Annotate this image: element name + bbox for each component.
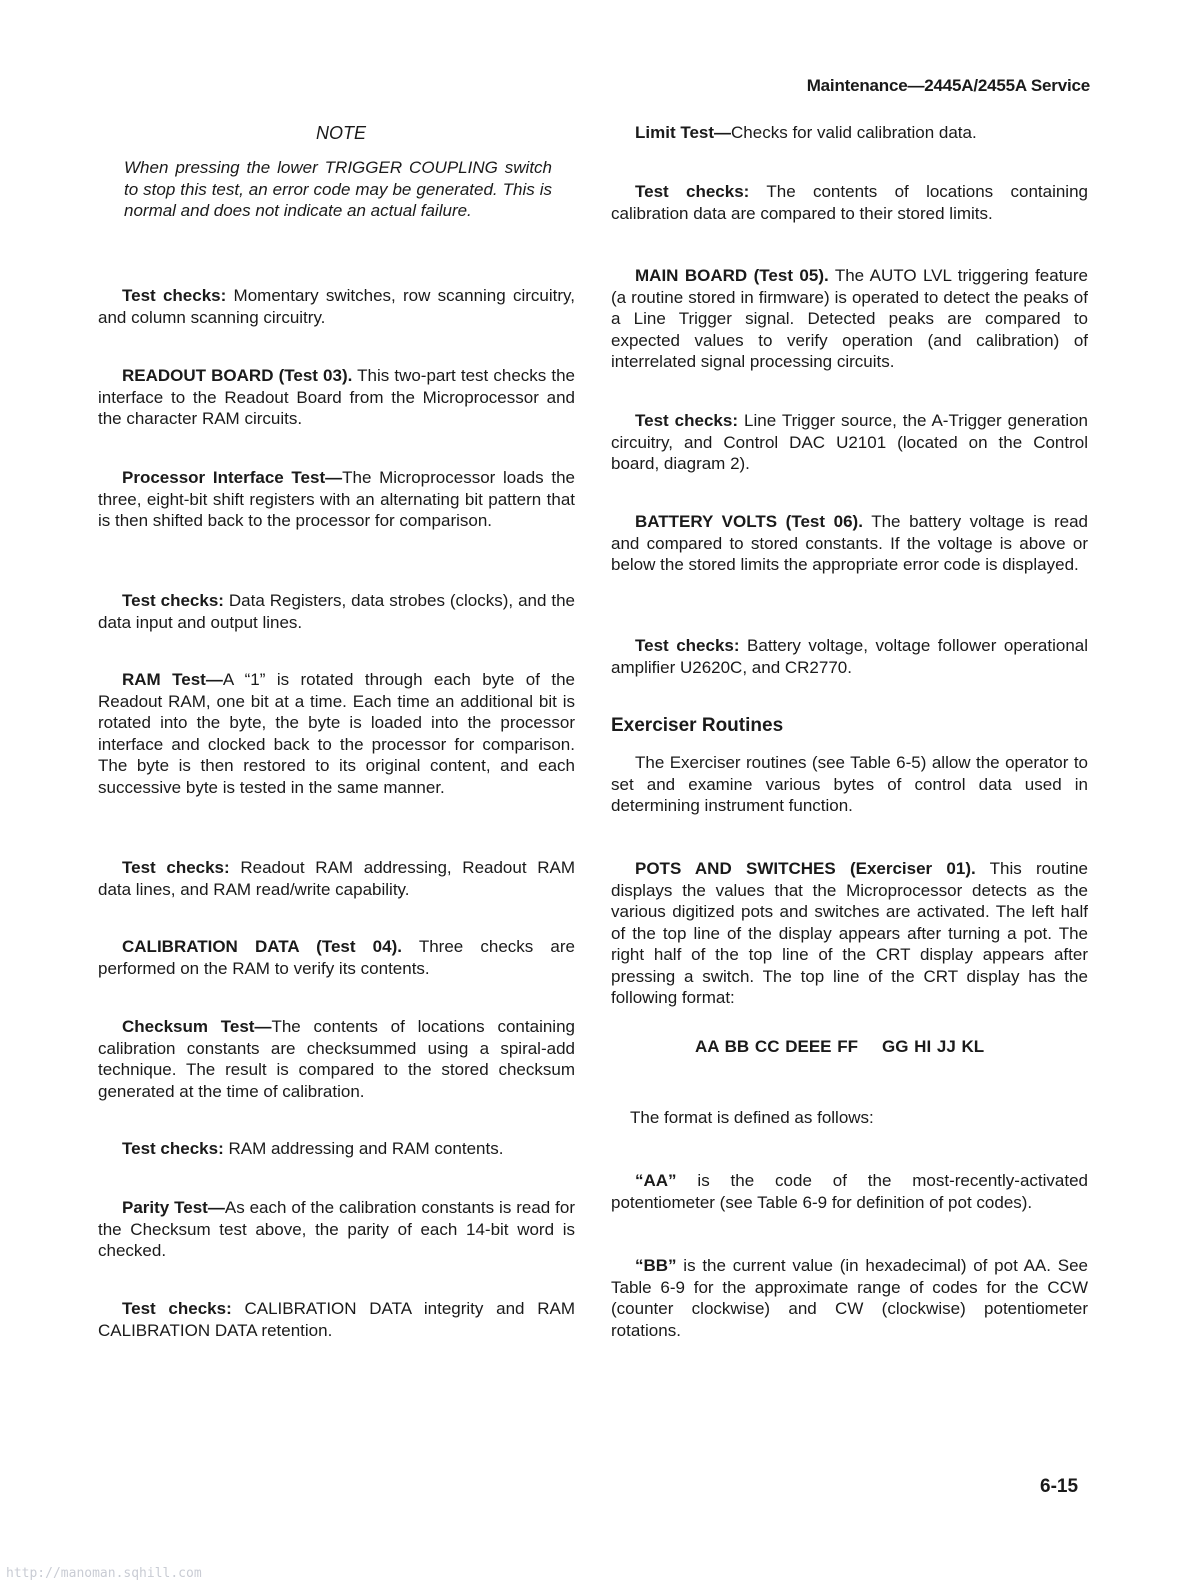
paragraph-lead: MAIN BOARD (Test 05).: [635, 266, 829, 285]
paragraph-text: The Microprocessor loads the three, eight-bit shift registers with an alternating bit pattern that is then shifted back to the processor for comparison.: [98, 468, 575, 530]
paragraph: [611, 858, 1088, 1009]
paragraph-lead: “BB”: [635, 1256, 677, 1275]
paragraph: [98, 1016, 575, 1102]
format-right: GG HI JJ KL: [882, 1037, 985, 1056]
paragraph-text: This routine displays the values that the Microprocessor detects as the various digitized pots and switches are activated. The left half of the top line of the display appears after turning a pot. The right half of the top line of the CRT display appears after pressing a switch. The top line of the CRT display has the following format:: [611, 859, 1088, 1007]
paragraph-lead: Test checks:: [635, 411, 739, 430]
paragraph-text: Checks for valid calibration data.: [731, 123, 977, 142]
paragraph-lead: “AA”: [635, 1171, 677, 1190]
paragraph-text: Momentary switches, row scanning circuitry, and column scanning circuitry.: [98, 286, 575, 327]
paragraph-text: The contents of locations containing calibration constants are checksummed using a spiral-add technique. The result is compared to the stored checksum generated at the time of calibration.: [98, 1017, 575, 1101]
section-heading: Exerciser Routines: [611, 715, 784, 736]
page-number: 6-15: [1040, 1476, 1079, 1497]
paragraph: [611, 1170, 1088, 1213]
paragraph-text: CALIBRATION DATA integrity and RAM CALIBRATION DATA retention.: [98, 1299, 575, 1340]
paragraph: [611, 410, 1088, 475]
paragraph: [98, 857, 575, 900]
paragraph-text: Line Trigger source, the A-Trigger generation circuitry, and Control DAC U2101 (located on the Control board, diagram 2).: [611, 411, 1089, 473]
paragraph-text: Readout RAM addressing, Readout RAM data lines, and RAM read/write capability.: [98, 858, 576, 899]
paragraph: [98, 467, 575, 532]
paragraph-lead: READOUT BOARD (Test 03).: [122, 366, 353, 385]
paragraph: [611, 122, 1088, 144]
paragraph: [611, 511, 1088, 576]
paragraph-lead: Processor Interface Test—: [122, 468, 343, 487]
paragraph: [98, 365, 575, 430]
paragraph-lead: Parity Test—: [122, 1198, 225, 1217]
paragraph: [98, 936, 575, 979]
paragraph-lead: Test checks:: [122, 591, 224, 610]
crt-format-line: [695, 1037, 984, 1057]
paragraph: [98, 1298, 575, 1341]
paragraph-text: is the code of the most-recently-activated potentiometer (see Table 6-9 for definition of pot codes).: [611, 1171, 1088, 1212]
paragraph: [98, 590, 575, 633]
paragraph-text: Data Registers, data strobes (clocks), and the data input and output lines.: [98, 591, 576, 632]
paragraph-text: This two-part test checks the interface to the Readout Board from the Microprocessor and the character RAM circuits.: [98, 366, 576, 428]
paragraph-lead: CALIBRATION DATA (Test 04).: [122, 937, 402, 956]
paragraph: [611, 265, 1088, 373]
paragraph-text: RAM addressing and RAM contents.: [223, 1139, 504, 1158]
paragraph-lead: Test checks:: [122, 858, 230, 877]
paragraph-lead: Test checks:: [122, 1299, 232, 1318]
paragraph-lead: Test checks:: [122, 286, 227, 305]
paragraph-lead: Checksum Test—: [122, 1017, 272, 1036]
paragraph-lead: Test checks:: [635, 636, 740, 655]
paragraph: [98, 285, 575, 328]
paragraph-text: As each of the calibration constants is read for the Checksum test above, the parity of each 14-bit word is checked.: [98, 1198, 575, 1260]
paragraph-lead: RAM Test—: [122, 670, 223, 689]
paragraph: [98, 1197, 575, 1262]
watermark: http://manoman.sqhill.com: [6, 1566, 202, 1581]
paragraph: The Exerciser routines (see Table 6-5) allow the operator to set and examine various bytes of control data used in determining instrument function.: [611, 753, 1088, 815]
paragraph-lead: Test checks:: [635, 182, 750, 201]
running-header: Maintenance—2445A/2455A Service: [806, 76, 1090, 95]
note-body: When pressing the lower TRIGGER COUPLING switch to stop this test, an error code may be generated. This is normal and does not indicate an actual failure.: [124, 158, 552, 220]
paragraph: The format is defined as follows:: [630, 1108, 874, 1127]
paragraph: [98, 1138, 575, 1160]
paragraph-text: A “1” is rotated through each byte of the Readout RAM, one bit at a time. Each time an additional bit is rotated into the byte, the byte is loaded into the processor interface and clocked back to the processor for comparison. The byte is then restored to its original content, and each successive byte is tested in the same manner.: [98, 670, 575, 797]
paragraph-text: Battery voltage, voltage follower operational amplifier U2620C, and CR2770.: [611, 636, 1089, 677]
paragraph: [611, 635, 1088, 678]
paragraph-lead: POTS AND SWITCHES (Exerciser 01).: [635, 859, 976, 878]
paragraph: [611, 181, 1088, 224]
paragraph-text: is the current value (in hexadecimal) of pot AA. See Table 6-9 for the approximate range of codes for the CCW (counter clockwise) and CW (clockwise) potentiometer rotations.: [611, 1256, 1088, 1340]
paragraph: [611, 1255, 1088, 1341]
paragraph-text: Three checks are performed on the RAM to verify its contents.: [98, 937, 575, 978]
paragraph-lead: BATTERY VOLTS (Test 06).: [635, 512, 863, 531]
paragraph-lead: Limit Test—: [635, 123, 732, 142]
paragraph-lead: Test checks:: [122, 1139, 224, 1158]
paragraph-text: The battery voltage is read and compared to stored constants. If the voltage is above or below the stored limits the appropriate error code is displayed.: [611, 512, 1088, 574]
paragraph-text: The AUTO LVL triggering feature (a routine stored in firmware) is operated to detect the peaks of a Line Trigger signal. Detected peaks are compared to expected values to verify operation (and calibration) of interrelated signal processing circuits.: [611, 266, 1088, 371]
format-left: AA BB CC DEEE FF: [695, 1037, 858, 1056]
note-title: NOTE: [316, 123, 367, 143]
paragraph-text: The contents of locations containing calibration data are compared to their stored limits.: [611, 182, 1088, 223]
paragraph: [98, 669, 575, 798]
